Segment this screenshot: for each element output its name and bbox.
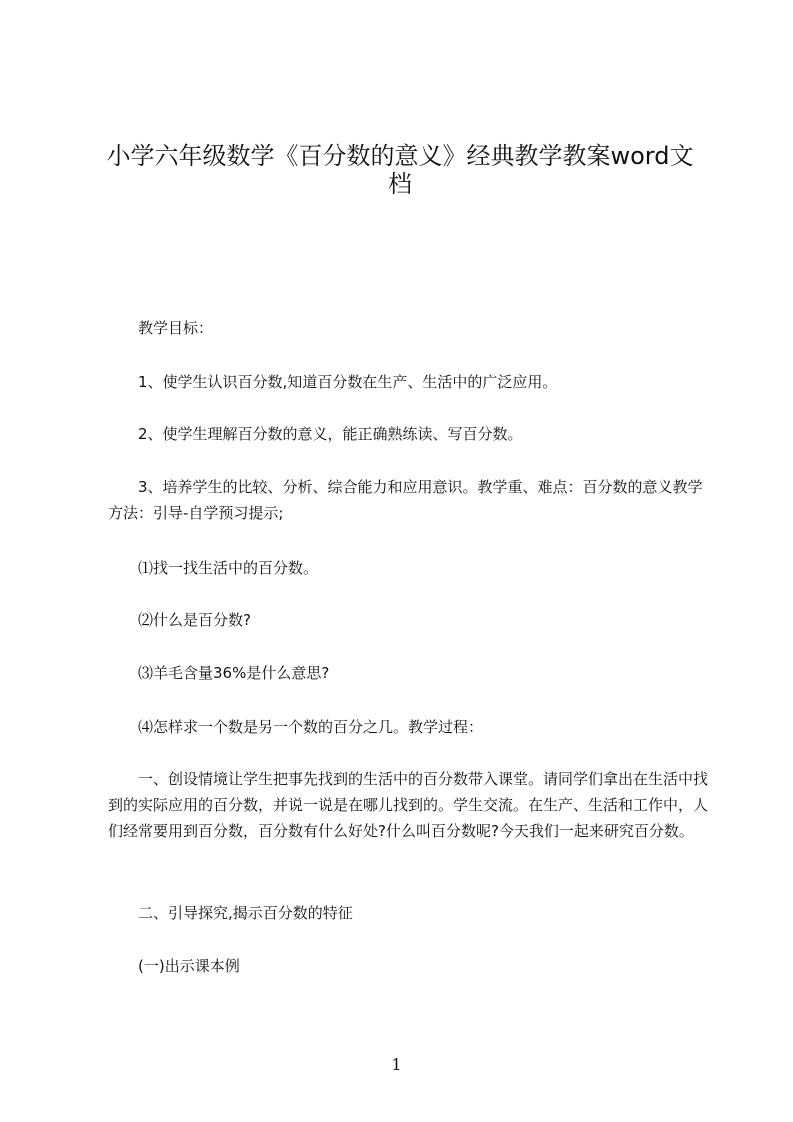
document-title — [100, 142, 700, 198]
paragraph-section-two: 二、引导探究,揭示百分数的特征 — [138, 904, 353, 922]
paragraph-example: (一)出示课本例 — [138, 957, 240, 975]
page-number: 1 — [391, 1055, 402, 1074]
paragraph-section-one: 一、创设情境让学生把事先找到的生活中的百分数带入课堂。请同学们拿出在生活中找到的实际应用的百分数，并说一说是在哪儿找到的。学生交流。在生产、生活和工作中，人们经常要用到百分数，百分数有什么好处?什么叫百分数呢?今天我们一起来研究百分数。 — [108, 770, 709, 840]
paragraph-goal-2: 2、使学生理解百分数的意义，能正确熟练读、写百分数。 — [138, 425, 523, 443]
paragraph-hint-2: ⑵什么是百分数? — [138, 611, 251, 629]
paragraph-goal-3: 3、培养学生的比较、分析、综合能力和应用意识。教学重、难点：百分数的意义教学方法：引导-自学预习提示; — [108, 478, 703, 522]
paragraph-goal-1: 1、使学生认识百分数,知道百分数在生产、生活中的广泛应用。 — [138, 373, 558, 391]
document-title-line2: 档 — [388, 170, 412, 198]
paragraph-teaching-goals-heading: 教学目标： — [138, 319, 214, 337]
document-title-line1: 小学六年级数学《百分数的意义》经典教学教案word文 — [106, 142, 694, 170]
paragraph-hint-1: ⑴找一找生活中的百分数。 — [138, 559, 319, 577]
paragraph-hint-3: ⑶羊毛含量36%是什么意思? — [138, 664, 330, 682]
paragraph-hint-4: ⑷怎样求一个数是另一个数的百分之几。教学过程： — [138, 718, 484, 736]
